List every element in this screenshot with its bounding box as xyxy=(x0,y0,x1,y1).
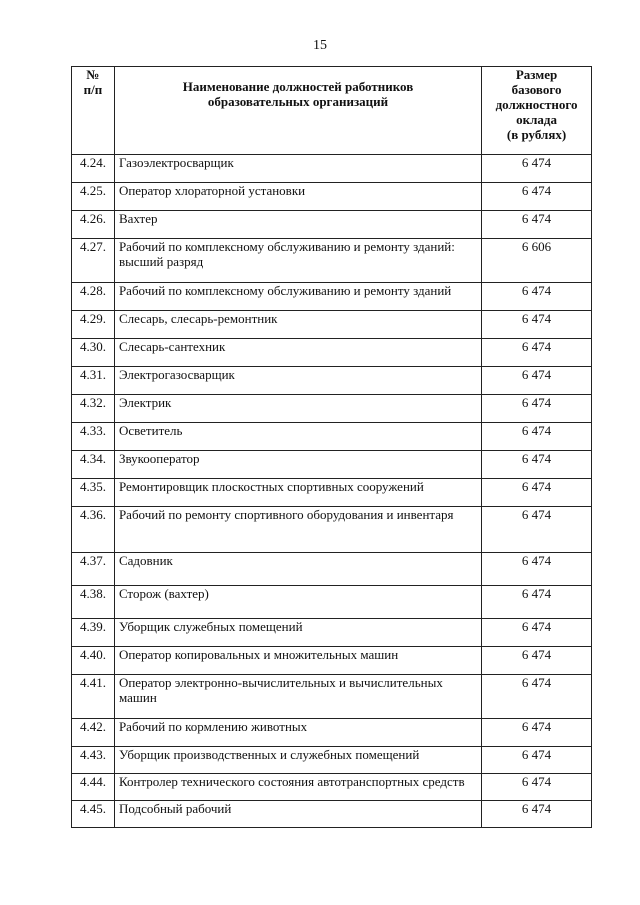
row-number: 4.26. xyxy=(72,211,115,239)
row-number: 4.24. xyxy=(72,155,115,183)
table-row xyxy=(72,311,592,339)
table-row xyxy=(72,675,592,719)
row-salary: 6 474 xyxy=(482,451,592,479)
table-row xyxy=(72,423,592,451)
row-salary: 6 474 xyxy=(482,183,592,211)
table-row xyxy=(72,719,592,747)
header-row xyxy=(72,67,592,155)
row-number: 4.35. xyxy=(72,479,115,507)
row-number: 4.29. xyxy=(72,311,115,339)
row-number: 4.43. xyxy=(72,747,115,774)
row-number: 4.36. xyxy=(72,507,115,553)
row-salary: 6 474 xyxy=(482,311,592,339)
row-salary: 6 474 xyxy=(482,507,592,553)
table-row xyxy=(72,507,592,553)
row-salary: 6 474 xyxy=(482,719,592,747)
row-position: Звукооператор xyxy=(114,451,481,479)
header-number-line: п/п xyxy=(83,82,103,97)
row-salary: 6 474 xyxy=(482,619,592,647)
row-salary: 6 474 xyxy=(482,283,592,311)
row-salary: 6 474 xyxy=(482,675,592,719)
table-row xyxy=(72,774,592,801)
table-header xyxy=(72,67,592,155)
table-row xyxy=(72,647,592,675)
row-position: Слесарь-сантехник xyxy=(114,339,481,367)
row-position: Рабочий по кормлению животных xyxy=(114,719,481,747)
row-position: Садовник xyxy=(114,553,481,586)
table-row xyxy=(72,479,592,507)
row-salary: 6 606 xyxy=(482,239,592,283)
row-position: Электрогазосварщик xyxy=(114,367,481,395)
row-salary: 6 474 xyxy=(482,774,592,801)
row-number: 4.39. xyxy=(72,619,115,647)
table-body xyxy=(72,155,592,828)
header-name-line: образовательных организаций xyxy=(207,94,389,109)
row-salary: 6 474 xyxy=(482,395,592,423)
header-name-line: Наименование должностей работников xyxy=(182,79,414,94)
salary-table xyxy=(71,66,592,828)
row-position: Ремонтировщик плоскостных спортивных сооружений xyxy=(114,479,481,507)
row-number: 4.45. xyxy=(72,801,115,828)
table-row xyxy=(72,801,592,828)
table-row xyxy=(72,451,592,479)
row-number: 4.25. xyxy=(72,183,115,211)
row-salary: 6 474 xyxy=(482,801,592,828)
row-position: Уборщик служебных помещений xyxy=(114,619,481,647)
row-position: Контролер технического состояния автотранспортных средств xyxy=(114,774,481,801)
table-row xyxy=(72,211,592,239)
row-salary: 6 474 xyxy=(482,155,592,183)
row-salary: 6 474 xyxy=(482,479,592,507)
table-row xyxy=(72,283,592,311)
row-position: Рабочий по комплексному обслуживанию и ремонту зданий xyxy=(114,283,481,311)
row-position: Оператор электронно-вычислительных и вычислительных машин xyxy=(114,675,481,719)
row-salary: 6 474 xyxy=(482,367,592,395)
table-row xyxy=(72,395,592,423)
row-number: 4.28. xyxy=(72,283,115,311)
row-position: Электрик xyxy=(114,395,481,423)
row-position: Осветитель xyxy=(114,423,481,451)
table-row xyxy=(72,747,592,774)
header-salary-line: Размер xyxy=(515,67,558,82)
table-row xyxy=(72,367,592,395)
row-number: 4.31. xyxy=(72,367,115,395)
row-number: 4.33. xyxy=(72,423,115,451)
row-salary: 6 474 xyxy=(482,747,592,774)
header-salary-line: должностного xyxy=(495,97,578,112)
table-row xyxy=(72,339,592,367)
table-row xyxy=(72,239,592,283)
row-number: 4.27. xyxy=(72,239,115,283)
row-number: 4.38. xyxy=(72,586,115,619)
table-row xyxy=(72,155,592,183)
header-salary-line: оклада xyxy=(516,112,557,127)
row-salary: 6 474 xyxy=(482,423,592,451)
row-position: Рабочий по комплексному обслуживанию и ремонту зданий: высший разряд xyxy=(114,239,481,283)
row-number: 4.34. xyxy=(72,451,115,479)
row-salary: 6 474 xyxy=(482,586,592,619)
row-salary: 6 474 xyxy=(482,211,592,239)
table-row xyxy=(72,586,592,619)
row-position: Слесарь, слесарь-ремонтник xyxy=(114,311,481,339)
table-row xyxy=(72,183,592,211)
row-salary: 6 474 xyxy=(482,339,592,367)
row-salary: 6 474 xyxy=(482,553,592,586)
row-position: Газоэлектросварщик xyxy=(114,155,481,183)
page-number: 15 xyxy=(313,38,327,53)
header-salary xyxy=(482,67,592,155)
row-number: 4.44. xyxy=(72,774,115,801)
row-position: Оператор хлораторной установки xyxy=(114,183,481,211)
row-number: 4.42. xyxy=(72,719,115,747)
row-number: 4.37. xyxy=(72,553,115,586)
row-salary: 6 474 xyxy=(482,647,592,675)
row-number: 4.41. xyxy=(72,675,115,719)
table-row xyxy=(72,553,592,586)
row-number: 4.30. xyxy=(72,339,115,367)
row-position: Подсобный рабочий xyxy=(114,801,481,828)
header-number xyxy=(72,67,115,155)
header-salary-line: (в рублях) xyxy=(506,127,567,142)
header-salary-line: базового xyxy=(511,82,562,97)
row-number: 4.40. xyxy=(72,647,115,675)
row-position: Сторож (вахтер) xyxy=(114,586,481,619)
row-number: 4.32. xyxy=(72,395,115,423)
row-position: Оператор копировальных и множительных машин xyxy=(114,647,481,675)
row-position: Рабочий по ремонту спортивного оборудования и инвентаря xyxy=(114,507,481,553)
row-position: Уборщик производственных и служебных помещений xyxy=(114,747,481,774)
header-number-line: № xyxy=(86,67,100,82)
header-position-name xyxy=(114,67,481,155)
table-row xyxy=(72,619,592,647)
row-position: Вахтер xyxy=(114,211,481,239)
